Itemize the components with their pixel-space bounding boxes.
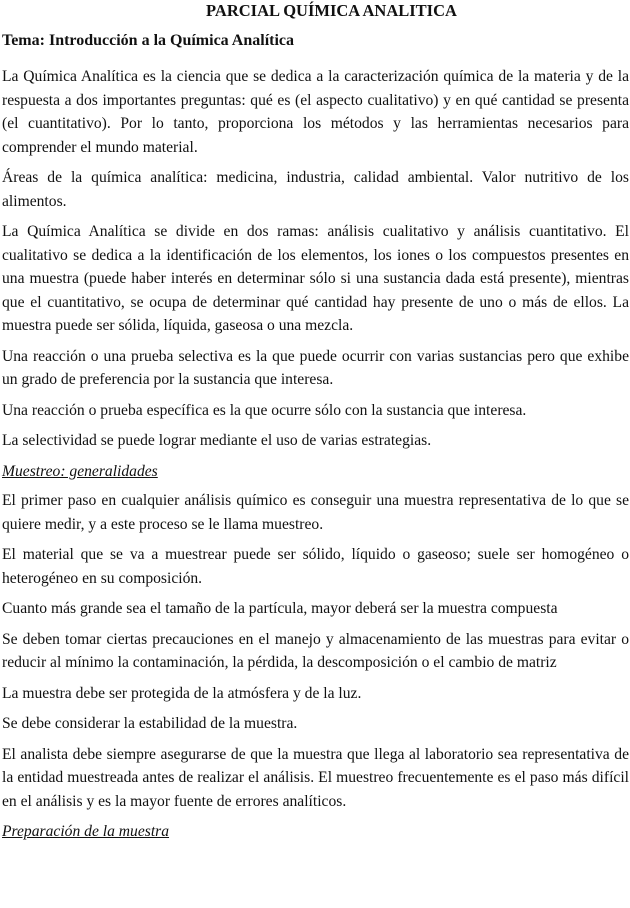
paragraph-specific: Una reacción o prueba específica es la que ocurre sólo con la sustancia que interesa.	[2, 401, 527, 419]
paragraph-muestreo-3: Cuanto más grande sea el tamaño de la partícula, mayor deberá ser la muestra compuesta	[2, 600, 558, 617]
paragraph-selectivity: La selectividad se puede lograr mediante el uso de varias estrategias.	[2, 432, 432, 449]
paragraph-muestreo-5: La muestra debe ser protegida de la atmósfera y de la luz.	[2, 684, 362, 702]
paragraph-selective: Una reacción o una prueba selectiva es la que puede ocurrir con varias sustancias pero que exhibe un grado de preferencia por la sustancia que interesa.	[2, 347, 629, 388]
section-heading-muestreo: Muestreo: generalidades	[2, 462, 158, 480]
document-title: PARCIAL QUÍMICA ANALITICA	[206, 1, 457, 20]
paragraph-branches: La Química Analítica se divide en dos ramas: análisis cualitativo y análisis cuantitativo. El cualitativo se dedica a la identificación de los elementos, los iones o los compuestos presentes en una muestra (puede haber interés en determinar sólo si una sustancia dada está presente), mientras que el cuantitativo, se ocupa de determinar qué cantidad hay presente de uno o más de ellos. La muestra puede ser sólida, líquida, gaseosa o una mezcla.	[2, 223, 629, 334]
topic-heading: Tema: Introducción a la Química Analítica	[2, 32, 295, 49]
paragraph-muestreo-6: Se debe considerar la estabilidad de la muestra.	[2, 715, 298, 732]
paragraph-muestreo-2: El material que se va a muestrear puede ser sólido, líquido o gaseoso; suele ser homogéneo o heterogéneo en su composición.	[2, 546, 629, 587]
paragraph-definition: La Química Analítica es la ciencia que se dedica a la caracterización química de la materia y de la respuesta a dos importantes preguntas: qué es (el aspecto cualitativo) y en qué cantidad se presenta (el cuantitativo). Por lo tanto, proporciona los métodos y las herramientas necesarios para comprender el mundo material.	[2, 68, 629, 156]
section-heading-preparacion: Preparación de la muestra	[2, 823, 170, 840]
paragraph-areas: Áreas de la química analítica: medicina, industria, calidad ambiental. Valor nutritivo de los alimentos.	[2, 169, 629, 210]
paragraph-muestreo-7: El analista debe siempre asegurarse de que la muestra que llega al laboratorio sea representativa de la entidad muestreada antes de realizar el análisis. El muestreo frecuentemente es el paso más difícil en el análisis y es la mayor fuente de errores analíticos.	[2, 745, 629, 810]
paragraph-muestreo-1: El primer paso en cualquier análisis químico es conseguir una muestra representativa de lo que se quiere medir, y a este proceso se le llama muestreo.	[2, 492, 629, 533]
paragraph-muestreo-4: Se deben tomar ciertas precauciones en el manejo y almacenamiento de las muestras para evitar o reducir al mínimo la contaminación, la pérdida, la descomposición o el cambio de matriz	[2, 630, 629, 671]
